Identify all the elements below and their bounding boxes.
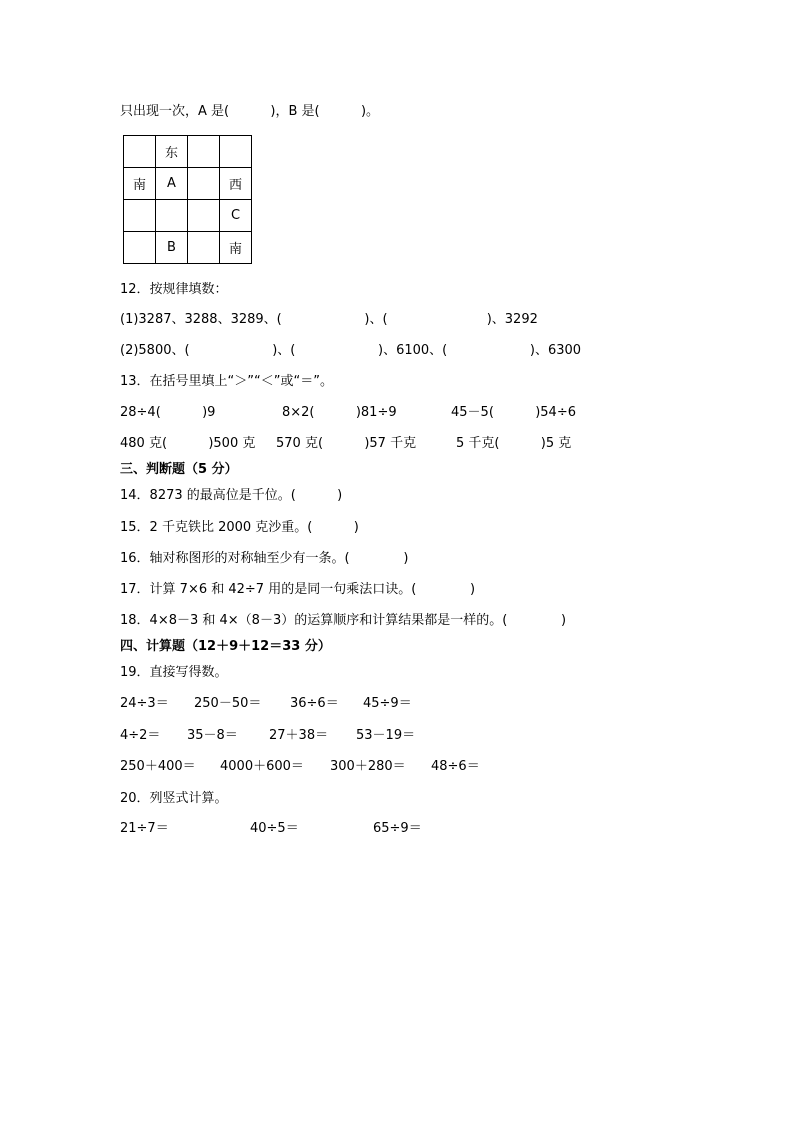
calc-item: 21÷7＝: [120, 821, 169, 836]
grid-cell: B: [156, 232, 188, 264]
grid-cell: A: [156, 168, 188, 200]
calc-item: 48÷6＝: [431, 759, 480, 774]
comparison-item: 45－5( )54÷6: [451, 405, 576, 420]
calc-item: 40÷5＝: [250, 821, 299, 836]
judge-question: 14．8273 的最高位是千位。( ): [120, 488, 343, 503]
comparison-item: 480 克( )500 克: [120, 436, 256, 451]
grid-cell: C: [220, 200, 252, 232]
calc-item: 45÷9＝: [363, 696, 412, 711]
question-20-title: 20．列竖式计算。: [120, 791, 228, 806]
comparison-item: 28÷4( )9: [120, 405, 216, 420]
judge-question: 16．轴对称图形的对称轴至少有一条。( ): [120, 551, 409, 566]
grid-cell: [188, 136, 220, 168]
section-3-heading: 三、判断题（5 分）: [120, 462, 238, 477]
grid-cell: [124, 232, 156, 264]
grid-cell: [188, 232, 220, 264]
judge-question: 15．2 千克铁比 2000 克沙重。( ): [120, 520, 359, 535]
judge-question: 17．计算 7×6 和 42÷7 用的是同一句乘法口诀。( ): [120, 582, 476, 597]
grid-cell: 东: [156, 136, 188, 168]
grid-cell: [188, 168, 220, 200]
grid-cell: [156, 200, 188, 232]
calc-item: 250＋400＝: [120, 759, 196, 774]
comparison-item: 5 千克( )5 克: [456, 436, 572, 451]
question-13-title: 13．在括号里填上“＞”“＜”或“＝”。: [120, 374, 333, 389]
grid-cell: [124, 136, 156, 168]
comparison-item: 8×2( )81÷9: [282, 405, 397, 420]
grid-cell: [188, 200, 220, 232]
judge-question: 18．4×8－3 和 4×（8－3）的运算顺序和计算结果都是一样的。( ): [120, 613, 567, 628]
grid-cell: 西: [220, 168, 252, 200]
grid-cell: 南: [220, 232, 252, 264]
comparison-item: 570 克( )57 千克: [276, 436, 417, 451]
calc-item: 65÷9＝: [373, 821, 422, 836]
grid-cell: [220, 136, 252, 168]
calc-item: 24÷3＝: [120, 696, 169, 711]
question-12-line-2: (2)5800、( )、( )、6100、( )、6300: [120, 343, 582, 358]
calc-item: 250－50＝: [194, 696, 262, 711]
question-12-line-1: (1)3287、3288、3289、( )、( )、3292: [120, 312, 538, 327]
calc-item: 35－8＝: [187, 728, 238, 743]
calc-item: 27＋38＝: [269, 728, 329, 743]
question-12-title: 12．按规律填数：: [120, 282, 228, 297]
calc-item: 53－19＝: [356, 728, 416, 743]
section-4-heading: 四、计算题（12＋9＋12＝33 分）: [120, 639, 331, 654]
question-19-title: 19．直接写得数。: [120, 665, 228, 680]
grid-cell: [124, 200, 156, 232]
calc-item: 4000＋600＝: [220, 759, 304, 774]
calc-item: 36÷6＝: [290, 696, 339, 711]
calc-item: 4÷2＝: [120, 728, 161, 743]
question-11-tail: 只出现一次，A 是( )，B 是( )。: [120, 104, 380, 119]
calc-item: 300＋280＝: [330, 759, 406, 774]
grid-cell: 南: [124, 168, 156, 200]
direction-grid: [123, 135, 252, 264]
